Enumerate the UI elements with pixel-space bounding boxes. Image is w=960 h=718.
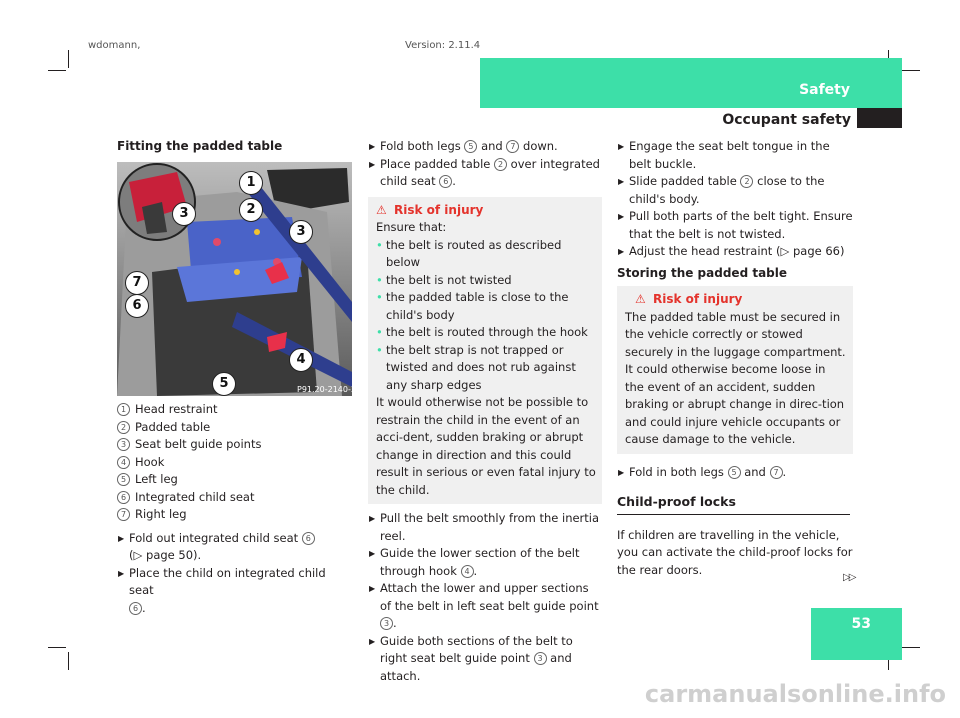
legend-item: 3 Seat belt guide points [117, 436, 353, 454]
warning-bullet: • the belt is routed through the hook [376, 325, 588, 339]
callout-4: 4 [289, 348, 313, 372]
step-place-child: ▶ Place the child on integrated child seat 6 . [118, 565, 326, 615]
page-ref-icon: ▷ [133, 548, 143, 562]
step-fold-in-legs: ▶ Fold in both legs 5 and 7 . [617, 464, 853, 482]
warning-bullet: • the belt is not twisted [376, 272, 512, 287]
section-heading-child-proof: Child-proof locks [617, 494, 736, 509]
meta-author: wdomann, [88, 40, 141, 51]
step-adjust-head-restraint: ▶ Adjust the head restraint (▷ page 66) [617, 243, 853, 261]
crop-mark [48, 647, 66, 648]
step-arrow-icon: ▶ [369, 584, 376, 593]
step-arrow-icon: ▶ [618, 142, 625, 151]
column-1 [117, 138, 353, 156]
column-3 [617, 138, 853, 579]
step-arrow-icon: ▶ [369, 514, 376, 523]
warning-box-storing [617, 286, 853, 454]
warning-triangle-icon: ⚠ [376, 202, 387, 217]
callout-5: 5 [212, 372, 236, 396]
seat-illustration [117, 162, 362, 396]
page-ref-link[interactable]: page 66) [792, 244, 845, 258]
meta-version: Version: 2.11.4 [405, 40, 481, 51]
page-title: Occupant safety [722, 112, 851, 128]
warning-triangle-icon: ⚠ [635, 292, 646, 306]
warning-title: ⚠ Risk of injury [372, 202, 596, 220]
step-arrow-icon: ▶ [369, 159, 376, 169]
legend-item: 1 Head restraint [117, 401, 353, 419]
step-arrow-icon: ▶ [369, 636, 376, 646]
section-tab-label: Safety [799, 82, 850, 98]
legend-item: 4 Hook [117, 454, 353, 472]
callout-7: 7 [125, 271, 149, 295]
warning-intro: Ensure that: [376, 220, 447, 234]
page-ref-icon: ▷ [780, 244, 790, 258]
warning-box-fitting [368, 197, 602, 505]
step-fold-legs: ▶ Fold both legs 5 and 7 down. [368, 138, 602, 156]
legend-item: 6 Integrated child seat [117, 489, 353, 507]
crop-mark [68, 652, 69, 670]
callout-1: 1 [239, 171, 263, 195]
continue-arrows-icon: ▷▷ [843, 572, 855, 583]
step-pull-tight: ▶ Pull both parts of the belt tight. Ensure that the belt is not twisted. [618, 209, 853, 241]
warning-title: ⚠ Risk of injury [621, 291, 847, 309]
warning-bullet: • the belt is routed as described below [376, 237, 562, 269]
crop-mark [902, 647, 920, 648]
figure-code: P91.20-2140-31 [297, 385, 362, 394]
step-arrow-icon: ▶ [618, 212, 625, 221]
illustration-padded-table [117, 162, 362, 396]
footer-watermark: carmanualsonline.info [644, 680, 946, 708]
step-arrow-icon: ▶ [369, 142, 376, 151]
warning-bullet: • the padded table is close to the child's body [376, 290, 569, 322]
step-place-table: ▶ Place padded table 2 over integrated child seat 6 . [369, 156, 600, 188]
legend-item: 5 Left leg [117, 471, 353, 489]
column-2 [368, 138, 602, 685]
section-heading-storing: Storing the padded table [617, 265, 788, 280]
callout-3-left: 3 [172, 202, 196, 226]
heading-rule [617, 514, 850, 515]
warning-bullet: • the belt strap is not trapped or twisted and does not rub against any sharp edges [376, 342, 576, 392]
step-arrow-icon: ▶ [618, 247, 625, 256]
legend-item: 2 Padded table [117, 419, 353, 437]
warning-outro: It would otherwise not be possible to restrain the child in the event of an acci-dent, sudden braking or abrupt change in direction and this could result in serious or even fatal injury to the child. [376, 395, 596, 497]
crop-mark [48, 70, 66, 71]
step-arrow-icon: ▶ [118, 568, 125, 578]
step-arrow-icon: ▶ [118, 533, 125, 543]
step-arrow-icon: ▶ [369, 549, 376, 558]
callout-2: 2 [239, 198, 263, 222]
step-attach-belt: ▶ Attach the lower and upper sections of the belt in left seat belt guide point 3 . [369, 581, 599, 630]
step-engage-tongue: ▶ Engage the seat belt tongue in the belt buckle. [618, 139, 830, 171]
callout-3-right: 3 [289, 220, 313, 244]
step-arrow-icon: ▶ [618, 177, 625, 186]
step-guide-both-sections: ▶ Guide both sections of the belt to right seat belt guide point 3 and attach. [369, 633, 573, 683]
callout-6: 6 [125, 294, 149, 318]
page-number: 53 [851, 616, 871, 632]
crop-mark [902, 70, 920, 71]
step-slide-table: ▶ Slide padded table 2 close to the child's body. [618, 174, 825, 206]
crop-mark [68, 50, 69, 68]
child-proof-text: If children are travelling in the vehicle, you can activate the child-proof locks for the rear doors. [617, 527, 853, 577]
section-heading-fitting: Fitting the padded table [117, 139, 283, 153]
step-guide-lower-belt: ▶ Guide the lower section of the belt through hook 4 . [369, 546, 580, 578]
step-arrow-icon: ▶ [618, 467, 625, 477]
header-black-tab [857, 108, 902, 128]
step-pull-belt: ▶ Pull the belt smoothly from the inertia reel. [369, 511, 600, 543]
legend-item: 7 Right leg [117, 506, 353, 524]
column-1-legend [117, 401, 353, 617]
page-ref-link[interactable]: page 50). [146, 548, 202, 562]
step-fold-out-seat: ▶ Fold out integrated child seat 6 (▷ page 50). [117, 530, 353, 565]
warning-text: The padded table must be secured in the vehicle correctly or stowed securely in the luggage compartment. It could otherwise become loose in the event of an accident, sudden braking or abrupt change in direc-tion and could injure vehicle occupants or cause damage to the vehicle. [625, 309, 846, 446]
